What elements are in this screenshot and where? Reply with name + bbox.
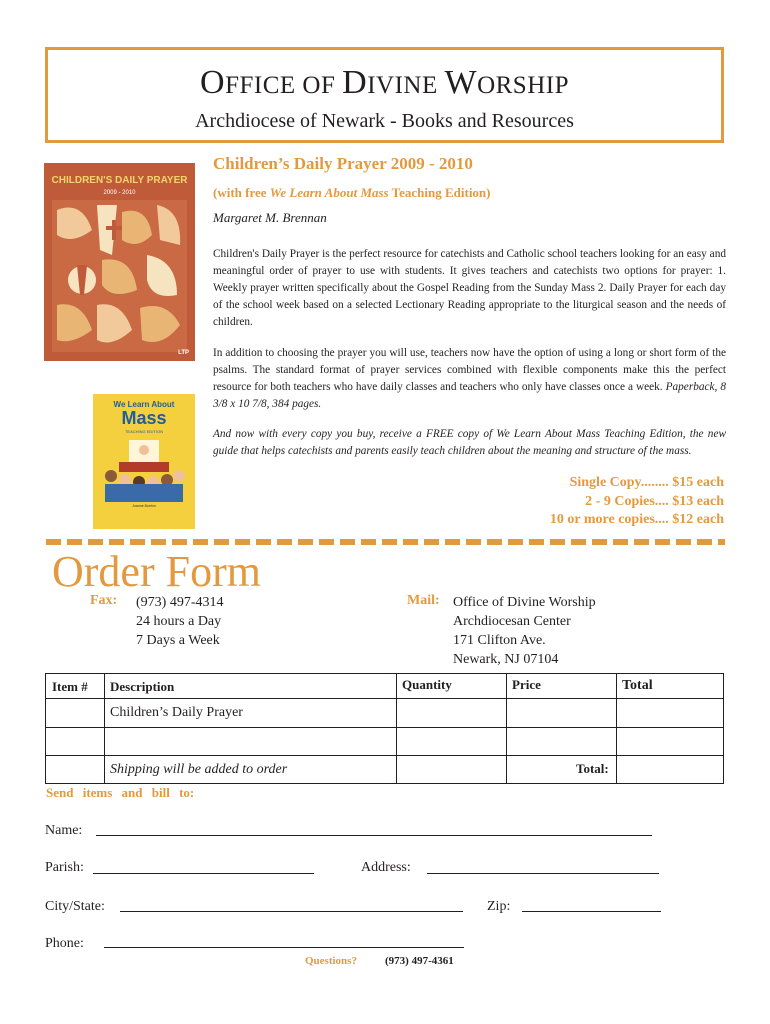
name-label: Name: — [45, 823, 83, 838]
product-details: In addition to choosing the prayer you will use, teachers now have the option of using a long or short form of the psalms. The standard format of prayer services combined with flexible components make this the perfect resource for both teachers who have daily classes and teachers who only have classes once a week. Paperback, 8 3/8 x 10 7/8, 384 pages. — [213, 347, 727, 410]
cover2-small-title: We Learn About — [113, 400, 175, 409]
header-box — [45, 47, 724, 143]
mail-line-2: Archdiocesan Center — [453, 614, 571, 629]
price-2-9: 2 - 9 Copies.... $13 each — [585, 493, 724, 509]
city-state-field[interactable] — [120, 911, 463, 912]
send-bill-label: Send items and bill to: — [46, 785, 195, 800]
mail-line-4: Newark, NJ 07104 — [453, 652, 559, 667]
fax-label: Fax: — [90, 593, 118, 608]
mail-line-3: 171 Clifton Ave. — [453, 633, 546, 648]
page-subtitle: Archdiocese of Newark - Books and Resources — [195, 110, 574, 132]
total-label: Total: — [576, 761, 609, 776]
phone-label: Phone: — [45, 936, 84, 951]
cover-illustration — [52, 200, 187, 352]
table-row-divider — [46, 727, 723, 728]
phone-field[interactable] — [104, 947, 464, 948]
product-title: Children’s Daily Prayer 2009 - 2010 — [213, 154, 473, 173]
product-subtitle: (with free We Learn About Mass Teaching Edition) — [213, 185, 491, 200]
header-total: Total — [622, 678, 653, 693]
mail-address — [453, 593, 596, 669]
zip-label: Zip: — [487, 899, 511, 914]
product-description: Children's Daily Prayer is the perfect resource for catechists and Catholic school teachers looking for an easy and meaningful order of prayer to use with students. It gives teachers and catechists two options for prayer: 1. Weekly prayer written specifically about the Gospel Reading from the Sunday Mass 2. Daily Prayer for each day of the school week based on a selected Lectionary Reading appropriate to the liturgical season and the needs of children. — [213, 248, 726, 328]
table-col-divider — [616, 674, 617, 783]
order-table — [45, 673, 724, 784]
address-label: Address: — [361, 860, 411, 875]
table-col-divider — [104, 674, 105, 783]
city-state-label: City/State: — [45, 899, 105, 914]
product-author: Margaret M. Brennan — [213, 210, 327, 225]
header-price: Price — [512, 677, 541, 692]
mail-line-1: Office of Divine Worship — [453, 595, 596, 610]
questions-label: Questions? — [305, 955, 357, 967]
parish-field[interactable] — [93, 873, 314, 874]
page-title: OFFICE OF DIVINE WORSHIP — [200, 64, 569, 101]
shipping-note: Shipping will be added to order — [110, 762, 288, 777]
fax-number: (973) 497-4314 — [136, 595, 224, 610]
header-item: Item # — [52, 679, 88, 694]
table-col-divider — [506, 674, 507, 783]
order-form-title: Order Form — [52, 547, 261, 596]
free-copy-note: And now with every copy you buy, receive a FREE copy of We Learn About Mass Teaching Edition, the new guide that helps catechists and parents easily teach children about the meaning and structure of the mass. — [213, 428, 726, 457]
childrens-daily-prayer-cover — [44, 163, 195, 361]
address-field[interactable] — [427, 873, 659, 874]
fax-info — [136, 593, 224, 650]
table-row-divider — [46, 755, 723, 756]
cover2-illustration — [99, 436, 189, 502]
zip-field[interactable] — [522, 911, 661, 912]
header-quantity: Quantity — [402, 677, 452, 692]
price-10-plus: 10 or more copies.... $12 each — [549, 512, 724, 527]
questions-phone: (973) 497-4361 — [385, 955, 454, 967]
row1-description: Children’s Daily Prayer — [110, 705, 243, 720]
name-field[interactable] — [96, 835, 652, 836]
cover-title: CHILDREN'S DAILY PRAYER — [51, 175, 188, 186]
parish-label: Parish: — [45, 860, 84, 875]
cover2-big-title: Mass — [121, 408, 167, 428]
cover2-author: Joanne Boehm — [132, 504, 156, 508]
cover2-subtitle: TEACHING EDITION — [124, 429, 163, 434]
header-description: Description — [110, 679, 175, 694]
table-row-divider — [46, 698, 723, 699]
ltp-logo: LTP — [178, 350, 189, 356]
price-single: Single Copy........ $15 each — [569, 475, 724, 490]
mail-label: Mail: — [407, 593, 440, 608]
price-list — [550, 474, 724, 530]
table-col-divider — [396, 674, 397, 783]
we-learn-about-mass-cover — [93, 394, 195, 529]
fax-days: 7 Days a Week — [136, 633, 220, 648]
fax-hours: 24 hours a Day — [136, 614, 222, 629]
cover-year: 2009 - 2010 — [103, 190, 136, 196]
dashed-divider — [46, 539, 725, 545]
